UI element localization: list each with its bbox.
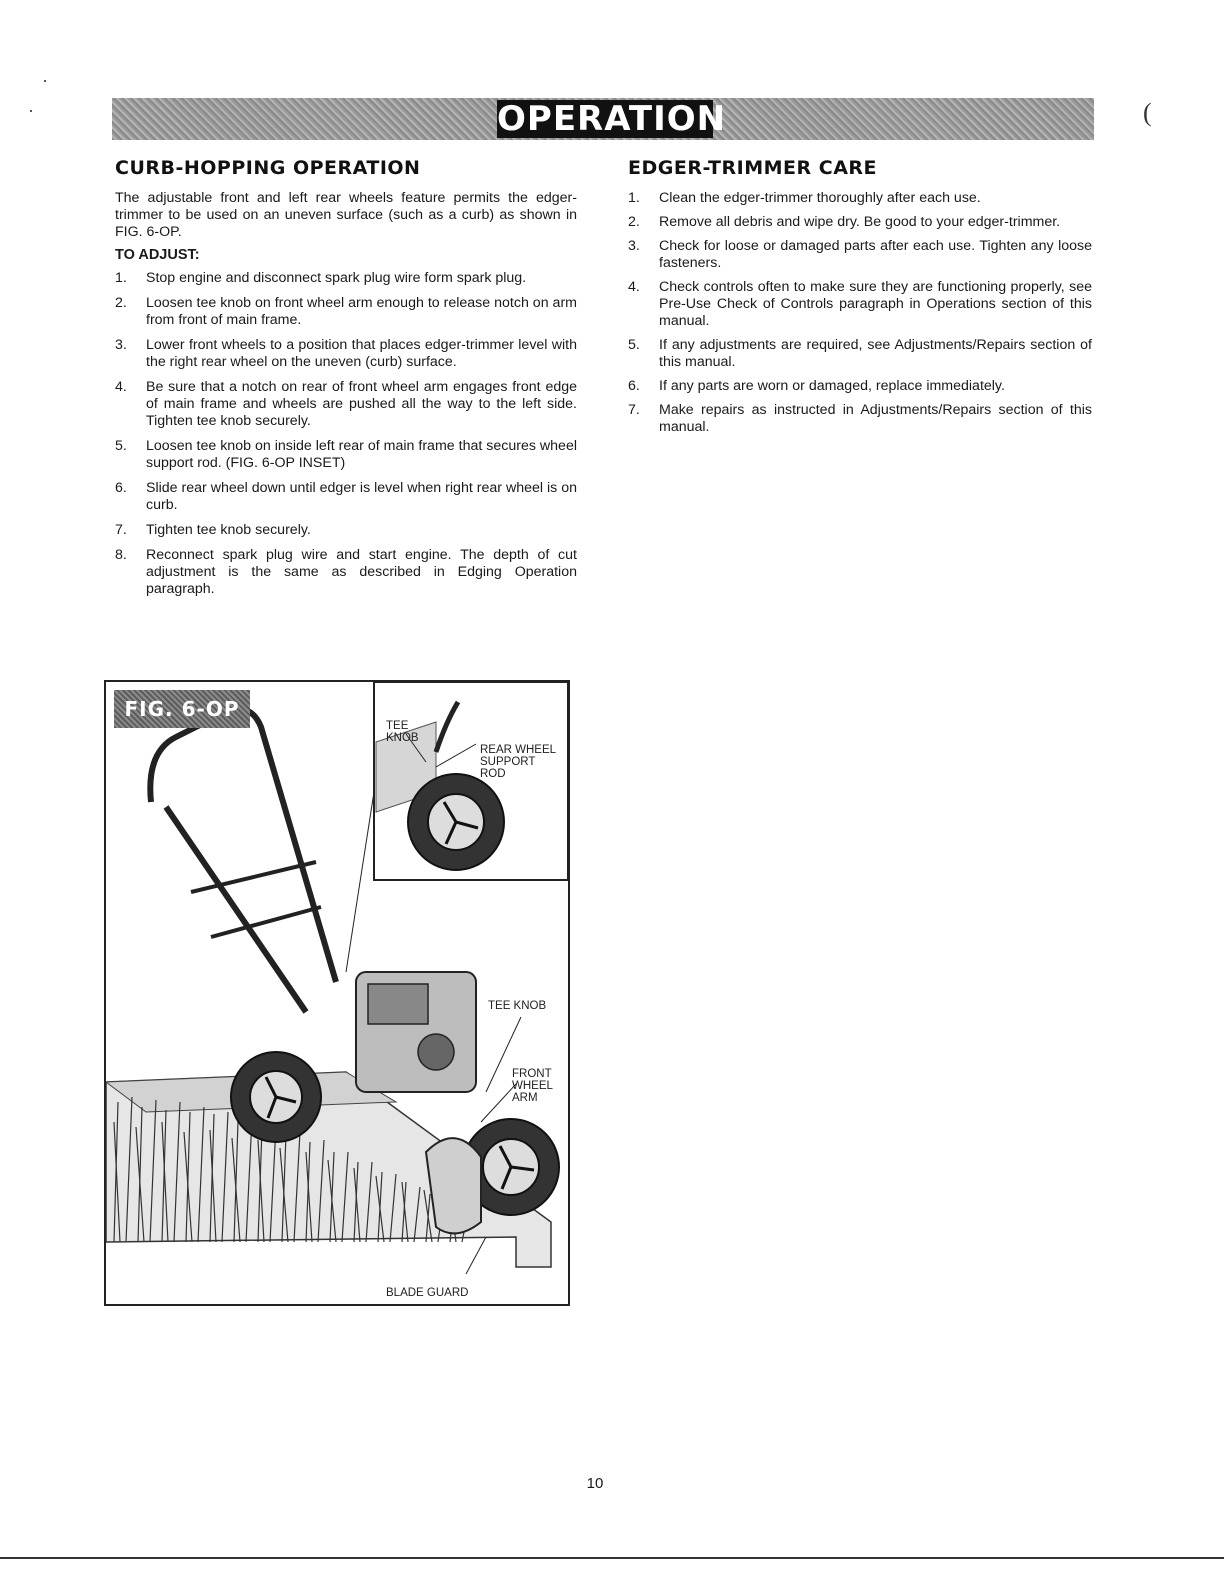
step-number: 3. (628, 238, 640, 254)
step-text: Remove all debris and wipe dry. Be good to your edger-trimmer. (659, 214, 1061, 230)
scan-speck (44, 80, 46, 82)
step-text: If any parts are worn or damaged, replace immediately. (659, 378, 1005, 394)
step-text: Check for loose or damaged parts after each use. Tighten any loose fasteners. (659, 238, 1092, 271)
step-number: 1. (628, 190, 640, 206)
step-text: Slide rear wheel down until edger is level when right rear wheel is on curb. (146, 480, 577, 513)
step-text: Clean the edger-trimmer thoroughly after each use. (659, 190, 981, 206)
step-number: 2. (115, 295, 127, 311)
list-item (628, 337, 1092, 371)
list-item (115, 522, 577, 539)
step-text: Loosen tee knob on inside left rear of main frame that secures wheel support rod. (FIG. 6-OP INSET) (146, 438, 577, 471)
step-text: Make repairs as instructed in Adjustments/Repairs section of this manual. (659, 402, 1092, 435)
list-item (628, 402, 1092, 436)
section-heading: EDGER-TRIMMER CARE (628, 157, 878, 179)
blade-guard-icon (426, 1138, 481, 1233)
list-item (628, 214, 1092, 231)
handle-icon (150, 709, 336, 1012)
page-title: OPERATION (497, 99, 727, 139)
step-number: 4. (115, 379, 127, 395)
step-number: 5. (115, 438, 127, 454)
list-item (115, 438, 577, 472)
care-steps-list (628, 190, 1092, 436)
figure-6-op (104, 680, 570, 1306)
list-item (115, 337, 577, 371)
list-item (628, 378, 1092, 395)
list-item (115, 480, 577, 514)
label-tee-knob-inset: TEE KNOB (386, 720, 419, 744)
list-item (115, 295, 577, 329)
step-text: If any adjustments are required, see Adjustments/Repairs section of this manual. (659, 337, 1092, 370)
label-front-wheel-arm: FRONT WHEEL ARM (512, 1068, 553, 1104)
adjust-steps-list (115, 270, 577, 598)
step-number: 7. (628, 402, 640, 418)
step-text: Be sure that a notch on rear of front wheel arm engages front edge of main frame and wheels are pushed all the way to the left side. Tighten tee knob securely. (146, 379, 577, 429)
curb-hopping-section (115, 157, 577, 606)
step-text: Tighten tee knob securely. (146, 522, 311, 538)
list-item (628, 238, 1092, 272)
list-item (115, 379, 577, 430)
margin-mark: ( (1143, 98, 1152, 127)
subheading: TO ADJUST: (115, 247, 200, 263)
step-text: Check controls often to make sure they are functioning properly, see Pre-Use Check of Controls paragraph in Operations section of this manual. (659, 279, 1092, 329)
label-tee-knob: TEE KNOB (488, 1000, 547, 1012)
step-number: 1. (115, 270, 127, 286)
scan-speck (30, 110, 32, 112)
step-number: 8. (115, 547, 127, 563)
step-number: 4. (628, 279, 640, 295)
figure-badge: FIG. 6-OP (114, 690, 250, 728)
step-number: 3. (115, 337, 127, 353)
page-number: 10 (586, 1475, 604, 1492)
step-text: Lower front wheels to a position that places edger-trimmer level with the right rear wheel on the uneven (curb) surface. (146, 337, 577, 370)
step-text: Loosen tee knob on front wheel arm enough to release notch on arm from front of main frame. (146, 295, 577, 328)
step-number: 7. (115, 522, 127, 538)
intro-paragraph: The adjustable front and left rear wheels feature permits the edger-trimmer to be used on an uneven surface (such as a curb) as shown in FIG. 6-OP. (115, 190, 577, 240)
step-number: 6. (115, 480, 127, 496)
step-text: Reconnect spark plug wire and start engine. The depth of cut adjustment is the same as described in Edging Operation paragraph. (146, 547, 577, 597)
bottom-rule (0, 1557, 1224, 1559)
care-section (628, 157, 1092, 443)
label-blade-guard: BLADE GUARD (386, 1287, 469, 1299)
step-number: 5. (628, 337, 640, 353)
section-heading: CURB-HOPPING OPERATION (115, 157, 421, 179)
step-number: 2. (628, 214, 640, 230)
list-item (115, 547, 577, 598)
list-item (628, 190, 1092, 207)
list-item (628, 279, 1092, 330)
list-item (115, 270, 577, 287)
step-number: 6. (628, 378, 640, 394)
label-rear-wheel-support-rod: REAR WHEEL SUPPORT ROD (480, 744, 556, 780)
step-text: Stop engine and disconnect spark plug wire form spark plug. (146, 270, 527, 286)
